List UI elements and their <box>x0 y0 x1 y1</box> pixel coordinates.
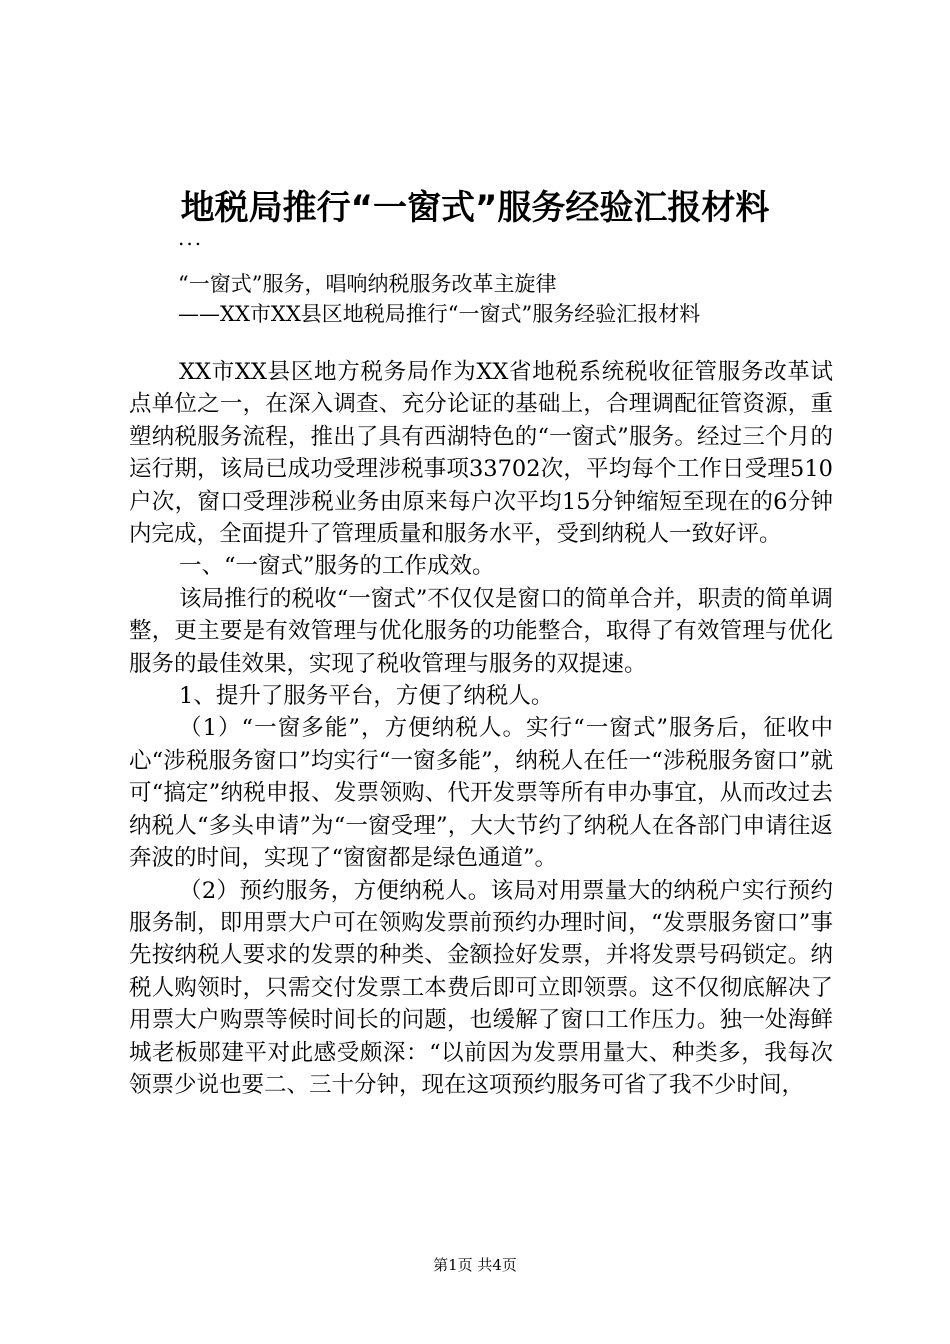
subtitle-line-1: “一窗式”服务，唱响纳税服务改革主旋律 <box>178 272 557 296</box>
subsection-heading-1: 1、提升了服务平台，方便了纳税人。 <box>179 683 554 710</box>
page-footer: 第1页 共4页 <box>433 1256 517 1274</box>
document-title: 地税局推行“一窗式”服务经验汇报材料 <box>180 188 770 228</box>
subtitle-line-2: ——XX市XX县区地税局推行“一窗式”服务经验汇报材料 <box>178 302 701 326</box>
paragraph-effects: 该局推行的税收“一窗式”不仅仅是窗口的简单合并，职责的简单调整，更主要是有效管理与优化服务的功能整合，取得了有效管理与优化服务的最佳效果，实现了税收管理与服务的双提速。 <box>129 585 833 677</box>
paragraph-one-window: （1）“一窗多能”，方便纳税人。实行“一窗式”服务后，征收中心“涉税服务窗口”均实行“一窗多能”，纳税人在任一“涉税服务窗口”就可“搞定”纳税申报、发票领购、代开发票等所有申办事宜，从而改过去纳税人“多头申请”为“一窗受理”，大大节约了纳税人在各部门申请往返奔波的时间，实现了“窗窗都是绿色通道”。 <box>129 715 833 872</box>
paragraph-appointment: （2）预约服务，方便纳税人。该局对用票量大的纳税户实行预约服务制，即用票大户可在领购发票前预约办理时间，“发票服务窗口”事先按纳税人要求的发票的种类、金额捡好发票，并将发票号码锁定。纳税人购领时，只需交付发票工本费后即可立即领票。这不仅彻底解决了用票大户购票等候时间长的问题，也缓解了窗口工作压力。独一处海鲜城老板郧建平对此感受颇深：“以前因为发票用量大、种类多，我每次领票少说也要二、三十分钟，现在这项预约服务可省了我不少时间， <box>129 877 833 1098</box>
document-body <box>129 356 833 1101</box>
ellipsis-mark: ... <box>178 226 204 250</box>
section-heading-1: 一、“一窗式”服务的工作成效。 <box>179 553 495 580</box>
paragraph-intro: XX市XX县区地方税务局作为XX省地税系统税收征管服务改革试点单位之一，在深入调查、充分论证的基础上，合理调配征管资源，重塑纳税服务流程，推出了具有西湖特色的“一窗式”服务。经过三个月的运行期，该局已成功受理涉税事项33702次，平均每个工作日受理510户次，窗口受理涉税业务由原来每户次平均15分钟缩短至现在的6分钟内完成，全面提升了管理质量和服务水平，受到纳税人一致好评。 <box>129 359 833 548</box>
